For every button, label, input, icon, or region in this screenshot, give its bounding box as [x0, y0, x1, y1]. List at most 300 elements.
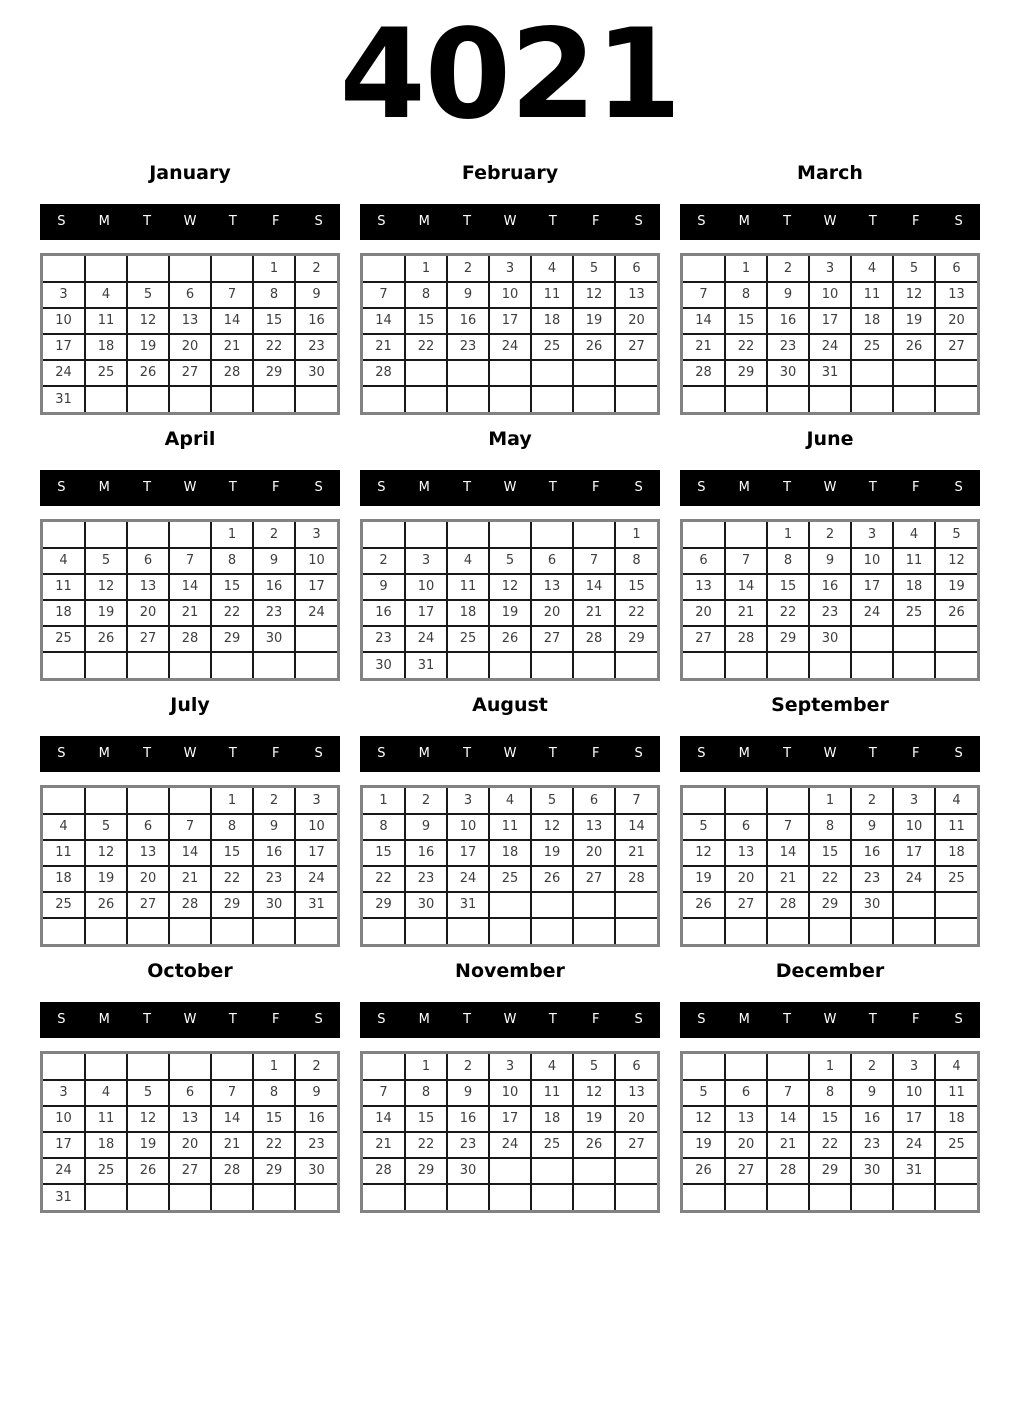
day-cell: 26: [683, 892, 725, 918]
day-cell: [85, 918, 127, 944]
weekday-label: W: [823, 480, 837, 496]
week-row: [43, 840, 337, 866]
day-cell: [253, 918, 295, 944]
day-cell: 21: [615, 840, 657, 866]
day-cell: 21: [169, 600, 211, 626]
day-cell: 22: [363, 866, 405, 892]
day-cell: 9: [253, 814, 295, 840]
day-cell: 8: [615, 548, 657, 574]
weekday-label: M: [418, 480, 430, 496]
weekday-label: M: [738, 1012, 750, 1028]
day-cell: 24: [809, 334, 851, 360]
day-cell: 18: [447, 600, 489, 626]
day-cell: [615, 918, 657, 944]
day-cell: 2: [851, 788, 893, 814]
day-cell: 19: [573, 1106, 615, 1132]
weekday-header-row: [360, 470, 660, 506]
day-cell: 7: [725, 548, 767, 574]
day-cell: 13: [127, 840, 169, 866]
day-cell: 25: [935, 866, 977, 892]
day-cell: [253, 386, 295, 412]
day-cell: [169, 788, 211, 814]
day-cell: 12: [683, 1106, 725, 1132]
day-cell: [531, 892, 573, 918]
day-cell: 14: [683, 308, 725, 334]
week-row: [43, 1158, 337, 1184]
day-cell: 1: [405, 256, 447, 282]
day-cell: 4: [851, 256, 893, 282]
day-cell: 9: [447, 1080, 489, 1106]
week-row: [43, 892, 337, 918]
day-cell: 21: [767, 1132, 809, 1158]
day-cell: 2: [767, 256, 809, 282]
day-cell: [725, 1184, 767, 1210]
month-grid: [680, 253, 980, 415]
week-row: [43, 360, 337, 386]
weekday-label: W: [183, 746, 197, 762]
day-cell: 5: [489, 548, 531, 574]
year-title: 4021: [339, 3, 681, 147]
day-cell: 1: [809, 1054, 851, 1080]
month-block: [680, 953, 980, 1213]
day-cell: 21: [169, 866, 211, 892]
day-cell: 20: [573, 840, 615, 866]
day-cell: 7: [363, 282, 405, 308]
day-cell: 19: [85, 866, 127, 892]
day-cell: 11: [935, 814, 977, 840]
day-cell: 21: [767, 866, 809, 892]
day-cell: 10: [851, 548, 893, 574]
day-cell: 19: [531, 840, 573, 866]
month-grid: [40, 785, 340, 947]
day-cell: 3: [893, 788, 935, 814]
week-row: [363, 892, 657, 918]
day-cell: 13: [935, 282, 977, 308]
day-cell: 15: [253, 1106, 295, 1132]
day-cell: [683, 1184, 725, 1210]
day-cell: 20: [615, 1106, 657, 1132]
day-cell: 6: [127, 548, 169, 574]
week-row: [43, 548, 337, 574]
day-cell: [893, 918, 935, 944]
day-cell: [363, 522, 405, 548]
day-cell: 30: [405, 892, 447, 918]
day-cell: 5: [573, 1054, 615, 1080]
day-cell: 9: [447, 282, 489, 308]
week-row: [43, 1132, 337, 1158]
day-cell: 10: [43, 1106, 85, 1132]
day-cell: [615, 1158, 657, 1184]
day-cell: 5: [893, 256, 935, 282]
day-cell: [211, 256, 253, 282]
day-cell: 13: [725, 840, 767, 866]
month-grid: [680, 1051, 980, 1213]
weekday-label: S: [697, 480, 706, 496]
weekday-label: M: [98, 746, 110, 762]
day-cell: 3: [851, 522, 893, 548]
day-cell: 3: [43, 1080, 85, 1106]
months-grid: [0, 155, 1020, 1213]
day-cell: [169, 256, 211, 282]
day-cell: 16: [809, 574, 851, 600]
weekday-label: S: [377, 746, 386, 762]
day-cell: 22: [615, 600, 657, 626]
day-cell: 26: [85, 626, 127, 652]
day-cell: 29: [767, 626, 809, 652]
weekday-label: S: [697, 746, 706, 762]
day-cell: 14: [363, 308, 405, 334]
day-cell: 1: [363, 788, 405, 814]
day-cell: 17: [893, 1106, 935, 1132]
day-cell: [85, 386, 127, 412]
day-cell: [43, 1054, 85, 1080]
day-cell: 4: [43, 814, 85, 840]
month-title: August: [472, 693, 548, 716]
day-cell: 22: [809, 1132, 851, 1158]
day-cell: 31: [447, 892, 489, 918]
day-cell: [683, 788, 725, 814]
day-cell: [531, 1184, 573, 1210]
week-row: [363, 652, 657, 678]
week-row: [683, 1080, 977, 1106]
day-cell: 23: [767, 334, 809, 360]
day-cell: 11: [43, 840, 85, 866]
week-row: [683, 386, 977, 412]
week-row: [363, 1054, 657, 1080]
day-cell: [295, 918, 337, 944]
day-cell: 14: [363, 1106, 405, 1132]
week-row: [683, 256, 977, 282]
day-cell: 17: [893, 840, 935, 866]
day-cell: [169, 1054, 211, 1080]
day-cell: 15: [405, 308, 447, 334]
day-cell: 13: [127, 574, 169, 600]
weekday-label: T: [783, 746, 792, 762]
weekday-label: S: [57, 214, 66, 230]
day-cell: 27: [615, 334, 657, 360]
day-cell: 9: [851, 814, 893, 840]
week-row: [683, 1158, 977, 1184]
week-row: [683, 1132, 977, 1158]
day-cell: 18: [531, 308, 573, 334]
day-cell: 18: [43, 600, 85, 626]
weekday-label: W: [183, 1012, 197, 1028]
day-cell: 15: [211, 840, 253, 866]
day-cell: 14: [615, 814, 657, 840]
day-cell: [295, 386, 337, 412]
day-cell: 25: [893, 600, 935, 626]
day-cell: 17: [405, 600, 447, 626]
weekday-label: S: [697, 1012, 706, 1028]
day-cell: [573, 386, 615, 412]
week-row: [363, 1080, 657, 1106]
day-cell: 24: [851, 600, 893, 626]
day-cell: 20: [127, 600, 169, 626]
day-cell: 7: [169, 814, 211, 840]
day-cell: [725, 386, 767, 412]
day-cell: [363, 1184, 405, 1210]
day-cell: [127, 1184, 169, 1210]
day-cell: 15: [809, 840, 851, 866]
day-cell: [489, 892, 531, 918]
month-grid: [40, 1051, 340, 1213]
week-row: [43, 282, 337, 308]
day-cell: 3: [43, 282, 85, 308]
day-cell: 6: [615, 1054, 657, 1080]
day-cell: 27: [935, 334, 977, 360]
day-cell: [683, 522, 725, 548]
weekday-label: T: [143, 746, 152, 762]
month-block: [40, 421, 340, 681]
weekday-header-row: [680, 204, 980, 240]
day-cell: 21: [363, 334, 405, 360]
week-row: [363, 840, 657, 866]
day-cell: 24: [43, 360, 85, 386]
day-cell: 20: [935, 308, 977, 334]
day-cell: 10: [809, 282, 851, 308]
weekday-label: T: [463, 1012, 472, 1028]
day-cell: 11: [489, 814, 531, 840]
day-cell: 11: [935, 1080, 977, 1106]
weekday-header-row: [360, 1002, 660, 1038]
day-cell: 30: [253, 892, 295, 918]
day-cell: 26: [573, 1132, 615, 1158]
day-cell: [683, 386, 725, 412]
day-cell: 24: [295, 600, 337, 626]
day-cell: 1: [767, 522, 809, 548]
week-row: [43, 918, 337, 944]
weekday-label: M: [418, 214, 430, 230]
weekday-label: T: [548, 480, 557, 496]
day-cell: 10: [295, 548, 337, 574]
month-title: September: [771, 693, 889, 716]
day-cell: [767, 1184, 809, 1210]
day-cell: 8: [211, 548, 253, 574]
day-cell: 14: [573, 574, 615, 600]
weekday-header-row: [680, 470, 980, 506]
day-cell: 1: [405, 1054, 447, 1080]
week-row: [683, 308, 977, 334]
day-cell: 13: [169, 308, 211, 334]
weekday-label: T: [143, 214, 152, 230]
day-cell: 27: [531, 626, 573, 652]
day-cell: 22: [211, 866, 253, 892]
day-cell: 8: [809, 814, 851, 840]
day-cell: [85, 256, 127, 282]
week-row: [43, 574, 337, 600]
day-cell: 23: [851, 866, 893, 892]
day-cell: 16: [851, 840, 893, 866]
day-cell: [43, 256, 85, 282]
day-cell: 25: [489, 866, 531, 892]
day-cell: 11: [531, 1080, 573, 1106]
day-cell: 19: [683, 866, 725, 892]
day-cell: 24: [405, 626, 447, 652]
day-cell: 21: [211, 1132, 253, 1158]
day-cell: 6: [531, 548, 573, 574]
day-cell: [169, 386, 211, 412]
day-cell: [531, 652, 573, 678]
day-cell: [851, 360, 893, 386]
day-cell: 3: [295, 522, 337, 548]
day-cell: 7: [211, 282, 253, 308]
day-cell: 11: [85, 1106, 127, 1132]
day-cell: 6: [169, 1080, 211, 1106]
day-cell: [405, 918, 447, 944]
day-cell: 30: [851, 892, 893, 918]
day-cell: 29: [211, 892, 253, 918]
day-cell: 25: [531, 334, 573, 360]
day-cell: 17: [851, 574, 893, 600]
day-cell: 29: [211, 626, 253, 652]
day-cell: [615, 1184, 657, 1210]
weekday-label: S: [314, 214, 323, 230]
weekday-label: W: [503, 746, 517, 762]
day-cell: 4: [85, 1080, 127, 1106]
weekday-label: S: [57, 480, 66, 496]
weekday-label: S: [314, 746, 323, 762]
day-cell: [43, 652, 85, 678]
weekday-label: S: [634, 1012, 643, 1028]
day-cell: 22: [405, 1132, 447, 1158]
day-cell: 25: [85, 360, 127, 386]
month-title: November: [455, 959, 565, 982]
day-cell: 8: [363, 814, 405, 840]
month-title: May: [488, 427, 532, 450]
weekday-label: S: [314, 480, 323, 496]
day-cell: [447, 522, 489, 548]
month-grid: [360, 253, 660, 415]
day-cell: 20: [169, 1132, 211, 1158]
day-cell: [683, 652, 725, 678]
week-row: [363, 788, 657, 814]
week-row: [683, 814, 977, 840]
day-cell: [405, 386, 447, 412]
day-cell: [809, 1184, 851, 1210]
day-cell: 24: [295, 866, 337, 892]
week-row: [363, 386, 657, 412]
day-cell: 2: [253, 522, 295, 548]
weekday-label: W: [823, 214, 837, 230]
day-cell: 5: [531, 788, 573, 814]
week-row: [683, 652, 977, 678]
day-cell: 16: [447, 308, 489, 334]
day-cell: 17: [295, 574, 337, 600]
month-title: October: [147, 959, 233, 982]
weekday-label: T: [143, 1012, 152, 1028]
day-cell: 25: [935, 1132, 977, 1158]
day-cell: 26: [127, 360, 169, 386]
day-cell: 12: [573, 1080, 615, 1106]
day-cell: 3: [809, 256, 851, 282]
day-cell: 31: [43, 386, 85, 412]
day-cell: 13: [615, 1080, 657, 1106]
day-cell: 20: [725, 866, 767, 892]
month-block: [360, 687, 660, 947]
weekday-label: W: [503, 480, 517, 496]
day-cell: 20: [169, 334, 211, 360]
day-cell: 22: [211, 600, 253, 626]
weekday-label: W: [823, 746, 837, 762]
day-cell: 12: [893, 282, 935, 308]
day-cell: 17: [295, 840, 337, 866]
month-grid: [680, 519, 980, 681]
week-row: [43, 788, 337, 814]
day-cell: [127, 918, 169, 944]
day-cell: 16: [767, 308, 809, 334]
day-cell: [893, 892, 935, 918]
day-cell: 24: [893, 866, 935, 892]
day-cell: 1: [809, 788, 851, 814]
day-cell: [169, 918, 211, 944]
day-cell: [531, 360, 573, 386]
day-cell: 6: [725, 814, 767, 840]
day-cell: [489, 386, 531, 412]
day-cell: 28: [211, 1158, 253, 1184]
day-cell: 30: [295, 360, 337, 386]
day-cell: [615, 386, 657, 412]
day-cell: [405, 1184, 447, 1210]
weekday-label: T: [783, 214, 792, 230]
day-cell: [295, 1184, 337, 1210]
day-cell: [85, 1184, 127, 1210]
weekday-label: F: [911, 1012, 920, 1028]
day-cell: 19: [683, 1132, 725, 1158]
day-cell: [935, 1158, 977, 1184]
day-cell: 17: [43, 1132, 85, 1158]
day-cell: 16: [253, 574, 295, 600]
day-cell: 22: [253, 334, 295, 360]
day-cell: 15: [363, 840, 405, 866]
week-row: [683, 788, 977, 814]
day-cell: 18: [85, 1132, 127, 1158]
day-cell: 5: [127, 1080, 169, 1106]
day-cell: 6: [935, 256, 977, 282]
weekday-header-row: [360, 204, 660, 240]
week-row: [683, 548, 977, 574]
weekday-label: S: [57, 746, 66, 762]
day-cell: 18: [893, 574, 935, 600]
day-cell: 13: [573, 814, 615, 840]
day-cell: [767, 386, 809, 412]
day-cell: 1: [253, 1054, 295, 1080]
day-cell: [573, 360, 615, 386]
day-cell: [211, 1054, 253, 1080]
day-cell: 31: [809, 360, 851, 386]
day-cell: 26: [573, 334, 615, 360]
weekday-label: W: [183, 214, 197, 230]
day-cell: [851, 626, 893, 652]
day-cell: 18: [935, 840, 977, 866]
day-cell: 5: [683, 814, 725, 840]
day-cell: [893, 626, 935, 652]
week-row: [43, 1080, 337, 1106]
day-cell: 4: [489, 788, 531, 814]
weekday-header-row: [40, 470, 340, 506]
day-cell: 14: [211, 1106, 253, 1132]
day-cell: [615, 892, 657, 918]
weekday-label: S: [377, 1012, 386, 1028]
week-row: [363, 918, 657, 944]
day-cell: 27: [127, 892, 169, 918]
weekday-label: F: [911, 480, 920, 496]
week-row: [43, 626, 337, 652]
day-cell: 26: [489, 626, 531, 652]
weekday-label: T: [463, 214, 472, 230]
weekday-label: F: [591, 214, 600, 230]
day-cell: 11: [893, 548, 935, 574]
weekday-label: M: [418, 1012, 430, 1028]
